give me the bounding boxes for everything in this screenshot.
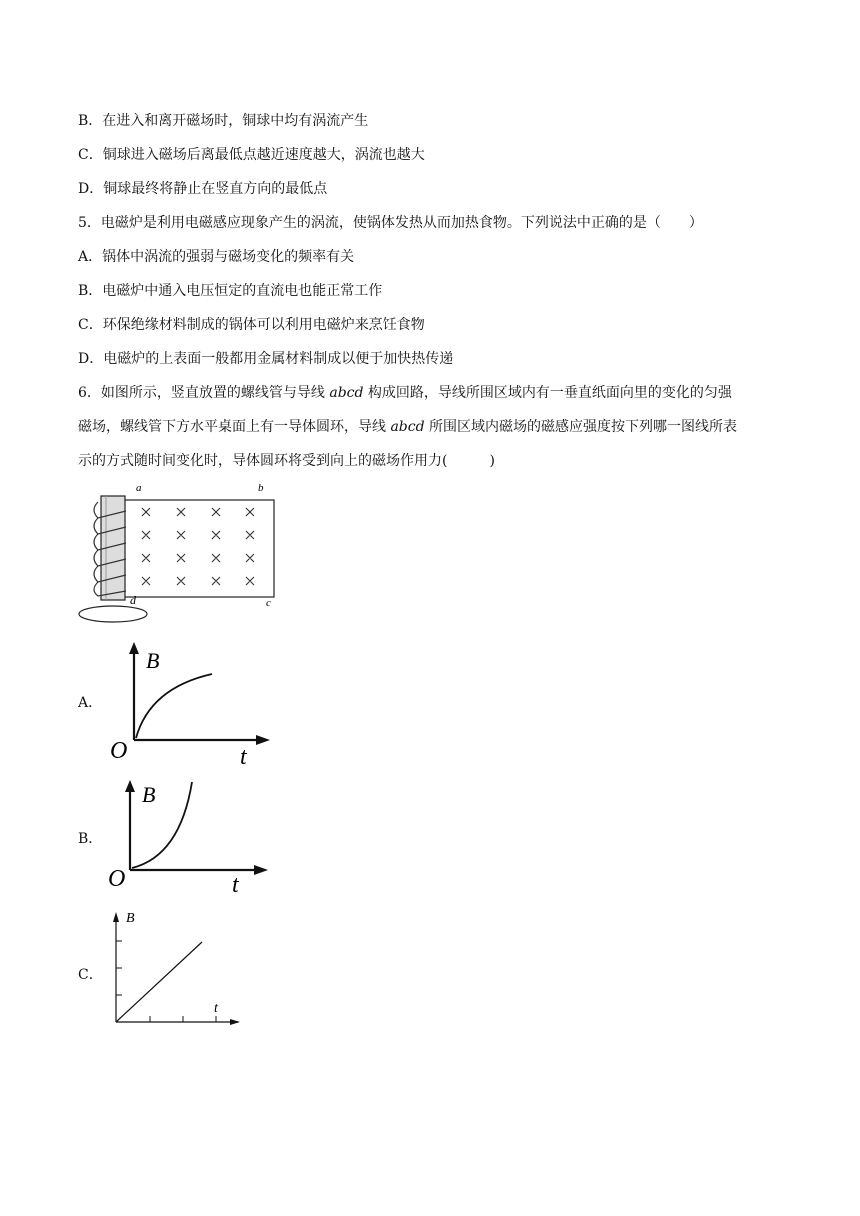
q5-option-b: B．电磁炉中通入电压恒定的直流电也能正常工作 [78,283,383,299]
axis-b-label: B [146,648,160,673]
q4-option-d: D．铜球最终将静止在竖直方向的最低点 [78,181,328,197]
origin-label: O [108,866,126,892]
axis-t-label: t [240,744,247,768]
q6-stem-line2: 磁场，螺线管下方水平桌面上有一导体圆环，导线 abcd 所围区域内磁场的磁感应强度按下列哪一图线所表 [78,419,738,435]
option-c-label: C． [78,967,103,983]
wire-abcd: abcd [329,385,364,401]
axis-b-label: B [142,782,156,807]
corner-c-label: c [266,597,271,609]
q5-option-c: C．环保绝缘材料制成的锅体可以利用电磁炉来烹饪食物 [78,317,425,333]
q6-stem-line3: 示的方式随时间变化时，导体圆环将受到向上的磁场作用力( ) [78,453,495,469]
corner-b-label: b [258,482,264,494]
wire-abcd: abcd [390,419,425,435]
origin-label: O [110,738,128,764]
q6-stem-line1: 6．如图所示，竖直放置的螺线管与导线 abcd 构成回路，导线所围区域内有一垂直纸面向里的变化的匀强 [78,385,732,401]
axis-t-label: t [214,1001,218,1016]
graph-c [106,904,246,1028]
conductor-ring [79,606,147,622]
graph-b [106,778,276,896]
q4-option-c: C．铜球进入磁场后离最低点越近速度越大，涡流也越大 [78,147,425,163]
magnetic-field-crosses [142,508,254,585]
q5-stem: 5．电磁炉是利用电磁感应现象产生的涡流，使锅体发热从而加热食物。下列说法中正确的是（ ） [78,215,703,231]
option-a-label: A． [78,695,103,711]
straight-line [116,942,202,1022]
axis-b-label: B [126,911,135,926]
q5-option-a: A．锅体中涡流的强弱与磁场变化的频率有关 [78,249,355,265]
q5-option-d: D．电磁炉的上表面一般都用金属材料制成以便于加快热传递 [78,351,454,367]
graph-a [106,640,276,768]
solenoid-circuit-figure [76,478,280,624]
curve-concave-down [136,674,212,738]
corner-a-label: a [136,482,142,494]
axis-t-label: t [232,872,239,896]
corner-d-label: d [130,593,136,607]
option-b-label: B． [78,831,103,847]
q4-option-b: B．在进入和离开磁场时，铜球中均有涡流产生 [78,113,369,129]
curve-concave-up [132,782,192,868]
